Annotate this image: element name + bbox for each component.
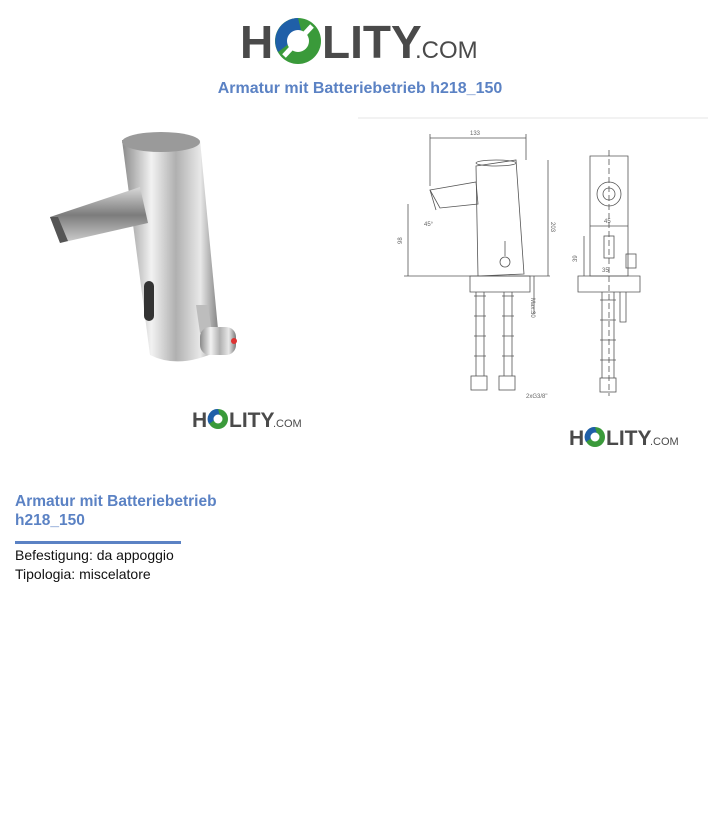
svg-text:203: 203 [549, 222, 555, 233]
product-title-line2: h218_150 [15, 512, 85, 529]
svg-text:35: 35 [602, 268, 609, 274]
spec-list [15, 546, 174, 584]
spec-fastening: Befestigung: da appoggio [15, 547, 174, 563]
holity-logo-small [569, 423, 681, 451]
svg-text:133: 133 [470, 131, 481, 137]
product-title [15, 492, 255, 530]
svg-text:.COM: .COM [650, 436, 679, 448]
svg-text:45°: 45° [424, 222, 434, 228]
title-underline [15, 541, 181, 544]
holity-logo-small [192, 405, 304, 433]
svg-text:H: H [192, 409, 208, 432]
svg-text:Max.30: Max.30 [529, 298, 535, 318]
spec-type: Tipologia: miscelatore [15, 566, 151, 582]
svg-text:LITY: LITY [229, 409, 275, 432]
faucet-photo [30, 115, 280, 385]
svg-text:H: H [569, 427, 585, 450]
logo-o-mark [275, 18, 321, 64]
logo-letter-h: H [240, 16, 274, 68]
page-title: Armatur mit Batteriebetrieb h218_150 [217, 80, 503, 97]
svg-text:.COM: .COM [273, 418, 302, 430]
svg-text:45: 45 [604, 219, 611, 225]
holity-logo[interactable] [240, 12, 485, 68]
svg-text:39: 39 [573, 255, 579, 262]
svg-text:2xG3/8": 2xG3/8" [526, 394, 548, 400]
logo-domain: .COM [415, 37, 478, 64]
svg-text:98: 98 [398, 237, 404, 244]
product-title-line1: Armatur mit Batteriebetrieb [15, 493, 217, 510]
svg-text:LITY: LITY [606, 427, 652, 450]
logo-letters: LITY [322, 16, 422, 68]
technical-drawing [358, 116, 710, 416]
